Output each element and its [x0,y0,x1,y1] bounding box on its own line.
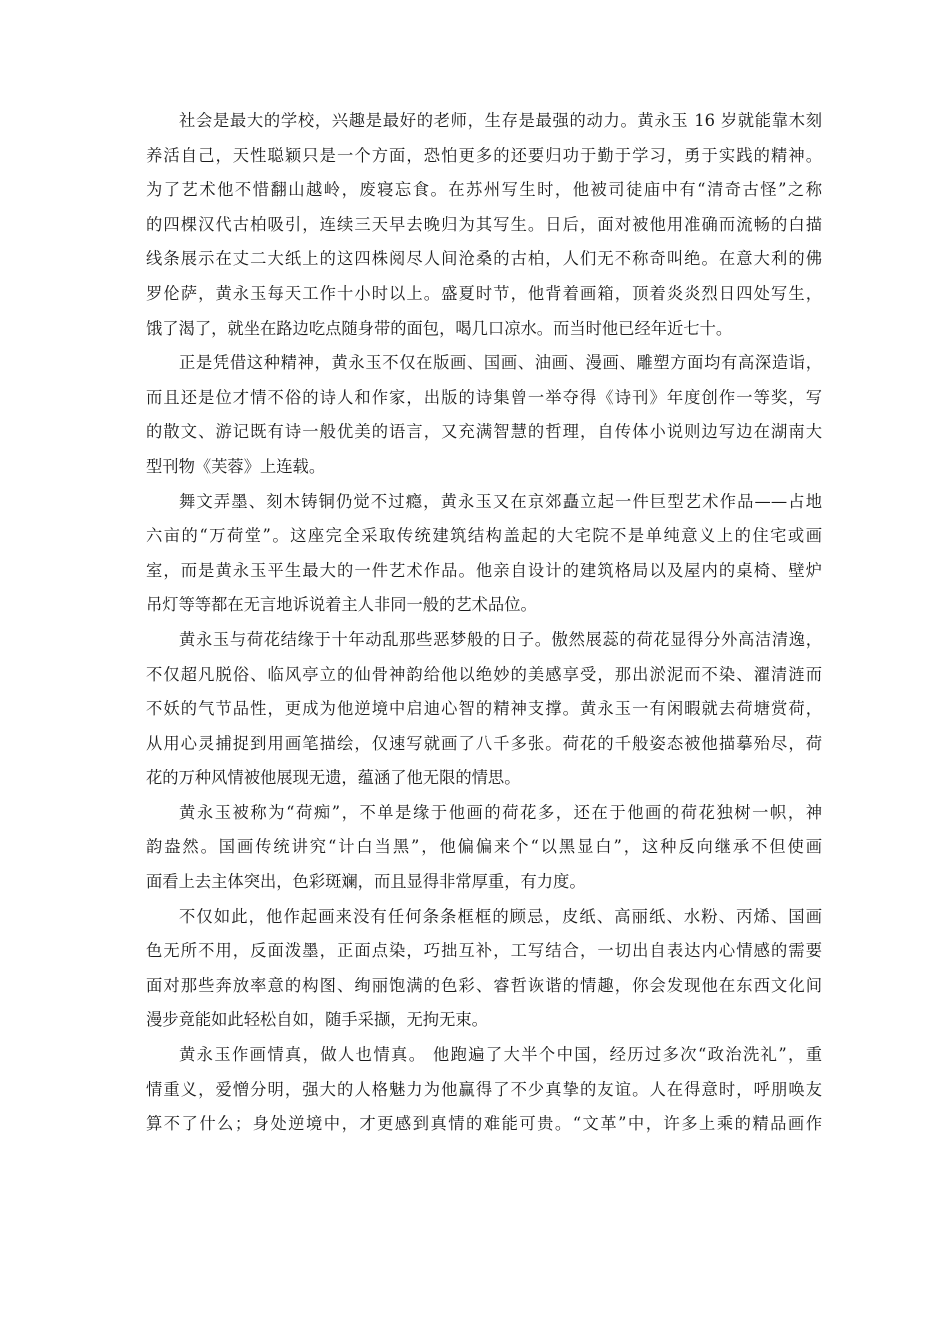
paragraph-line: 韵盎然。国画传统讲究“计白当黑”，他偏偏来个“以黑显白”，这种反向继承不但使画 [146,837,822,857]
paragraph-line: 算不了什么；身处逆境中，才更感到真情的难能可贵。“文革”中，许多上乘的精品画作 [146,1114,822,1134]
paragraph-6 [146,900,822,1038]
paragraph-line: 不妖的气节品性，更成为他逆境中启迪心智的精神支撑。黄永玉一有闲暇就去荷塘赏荷， [146,699,822,719]
paragraph-line: 漫步竟能如此轻松自如，随手采撷，无拘无束。 [146,1010,488,1030]
paragraph-5 [146,796,822,900]
paragraph-line: 室，而是黄永玉平生最大的一件艺术作品。他亲自设计的建筑格局以及屋内的桌椅、壁炉 [146,560,822,580]
paragraph-line: 六亩的“万荷堂”。这座完全采取传统建筑结构盖起的大宅院不是单纯意义上的住宅或画 [146,526,822,546]
paragraph-line: 色无所不用，反面泼墨，正面点染，巧拙互补，工写结合，一切出自表达内心情感的需要 [146,941,822,961]
paragraph-line: 花的万种风情被他展现无遗，蕴涵了他无限的情思。 [146,768,521,788]
paragraph-line: 饿了渴了，就坐在路边吃点随身带的面包，喝几口凉水。而当时他已经年近七十。 [146,318,733,338]
paragraph-line: 情重义，爱憎分明，强大的人格魅力为他赢得了不少真挚的友谊。人在得意时，呼朋唤友 [146,1079,822,1099]
paragraph-line: 从用心灵捕捉到用画笔描绘，仅速写就画了八千多张。荷花的千般姿态被他描摹殆尽，荷 [146,733,822,753]
paragraph-line: 线条展示在丈二大纸上的这四株阅尽人间沧桑的古柏，人们无不称奇叫绝。在意大利的佛 [146,249,822,269]
paragraph-line: 罗伦萨，黄永玉每天工作十小时以上。盛夏时节，他背着画箱，顶着炎炎烈日四处写生， [146,283,822,303]
paragraph-line: 黄永玉作画情真，做人也情真。 他跑遍了大半个中国，经历过多次“政治洗礼”，重 [179,1045,822,1065]
article-body [146,104,822,1142]
paragraph-line: 而且还是位才情不俗的诗人和作家，出版的诗集曾一举夺得《诗刊》年度创作一等奖，写 [146,387,822,407]
paragraph-2 [146,346,822,484]
paragraph-line: 吊灯等等都在无言地诉说着主人非同一般的艺术品位。 [146,595,537,615]
paragraph-line: 正是凭借这种精神，黄永玉不仅在版画、国画、油画、漫画、雕塑方面均有高深造诣， [179,353,822,373]
paragraph-1 [146,104,822,346]
paragraph-line: 社会是最大的学校，兴趣是最好的老师，生存是最强的动力。黄永玉 16 岁就能靠木刻 [179,111,822,130]
paragraph-line: 不仅如此，他作起画来没有任何条条框框的顾忌，皮纸、高丽纸、水粉、丙烯、国画 [179,906,822,926]
paragraph-line: 舞文弄墨、刻木铸铜仍觉不过瘾，黄永玉又在京郊矗立起一件巨型艺术作品——占地 [179,491,822,511]
paragraph-7 [146,1038,822,1142]
paragraph-line: 黄永玉被称为“荷痴”，不单是缘于他画的荷花多，还在于他画的荷花独树一帜，神 [179,802,822,822]
paragraph-line: 型刊物《芙蓉》上连载。 [146,456,326,476]
paragraph-3 [146,485,822,623]
paragraph-line: 面看上去主体突出，色彩斑斓，而且显得非常厚重，有力度。 [146,872,586,892]
paragraph-line: 不仅超凡脱俗、临风亭立的仙骨神韵给他以绝妙的美感享受，那出淤泥而不染、濯清涟而 [146,664,822,684]
paragraph-line: 黄永玉与荷花结缘于十年动乱那些恶梦般的日子。傲然展蕊的荷花显得分外高洁清逸， [179,629,822,649]
paragraph-line: 为了艺术他不惜翻山越岭，废寝忘食。在苏州写生时，他被司徒庙中有“清奇古怪”之称 [146,180,822,200]
paragraph-line: 养活自己，天性聪颖只是一个方面，恐怕更多的还要归功于勤于学习，勇于实践的精神。 [146,145,822,165]
paragraph-line: 的散文、游记既有诗一般优美的语言，又充满智慧的哲理，自传体小说则边写边在湖南大 [146,422,822,442]
paragraph-line: 面对那些奔放率意的构图、绚丽饱满的色彩、睿哲诙谐的情趣，你会发现他在东西文化间 [146,975,822,995]
paragraph-line: 的四棵汉代古柏吸引，连续三天早去晚归为其写生。日后，面对被他用准确而流畅的白描 [146,214,822,234]
paragraph-4 [146,623,822,796]
